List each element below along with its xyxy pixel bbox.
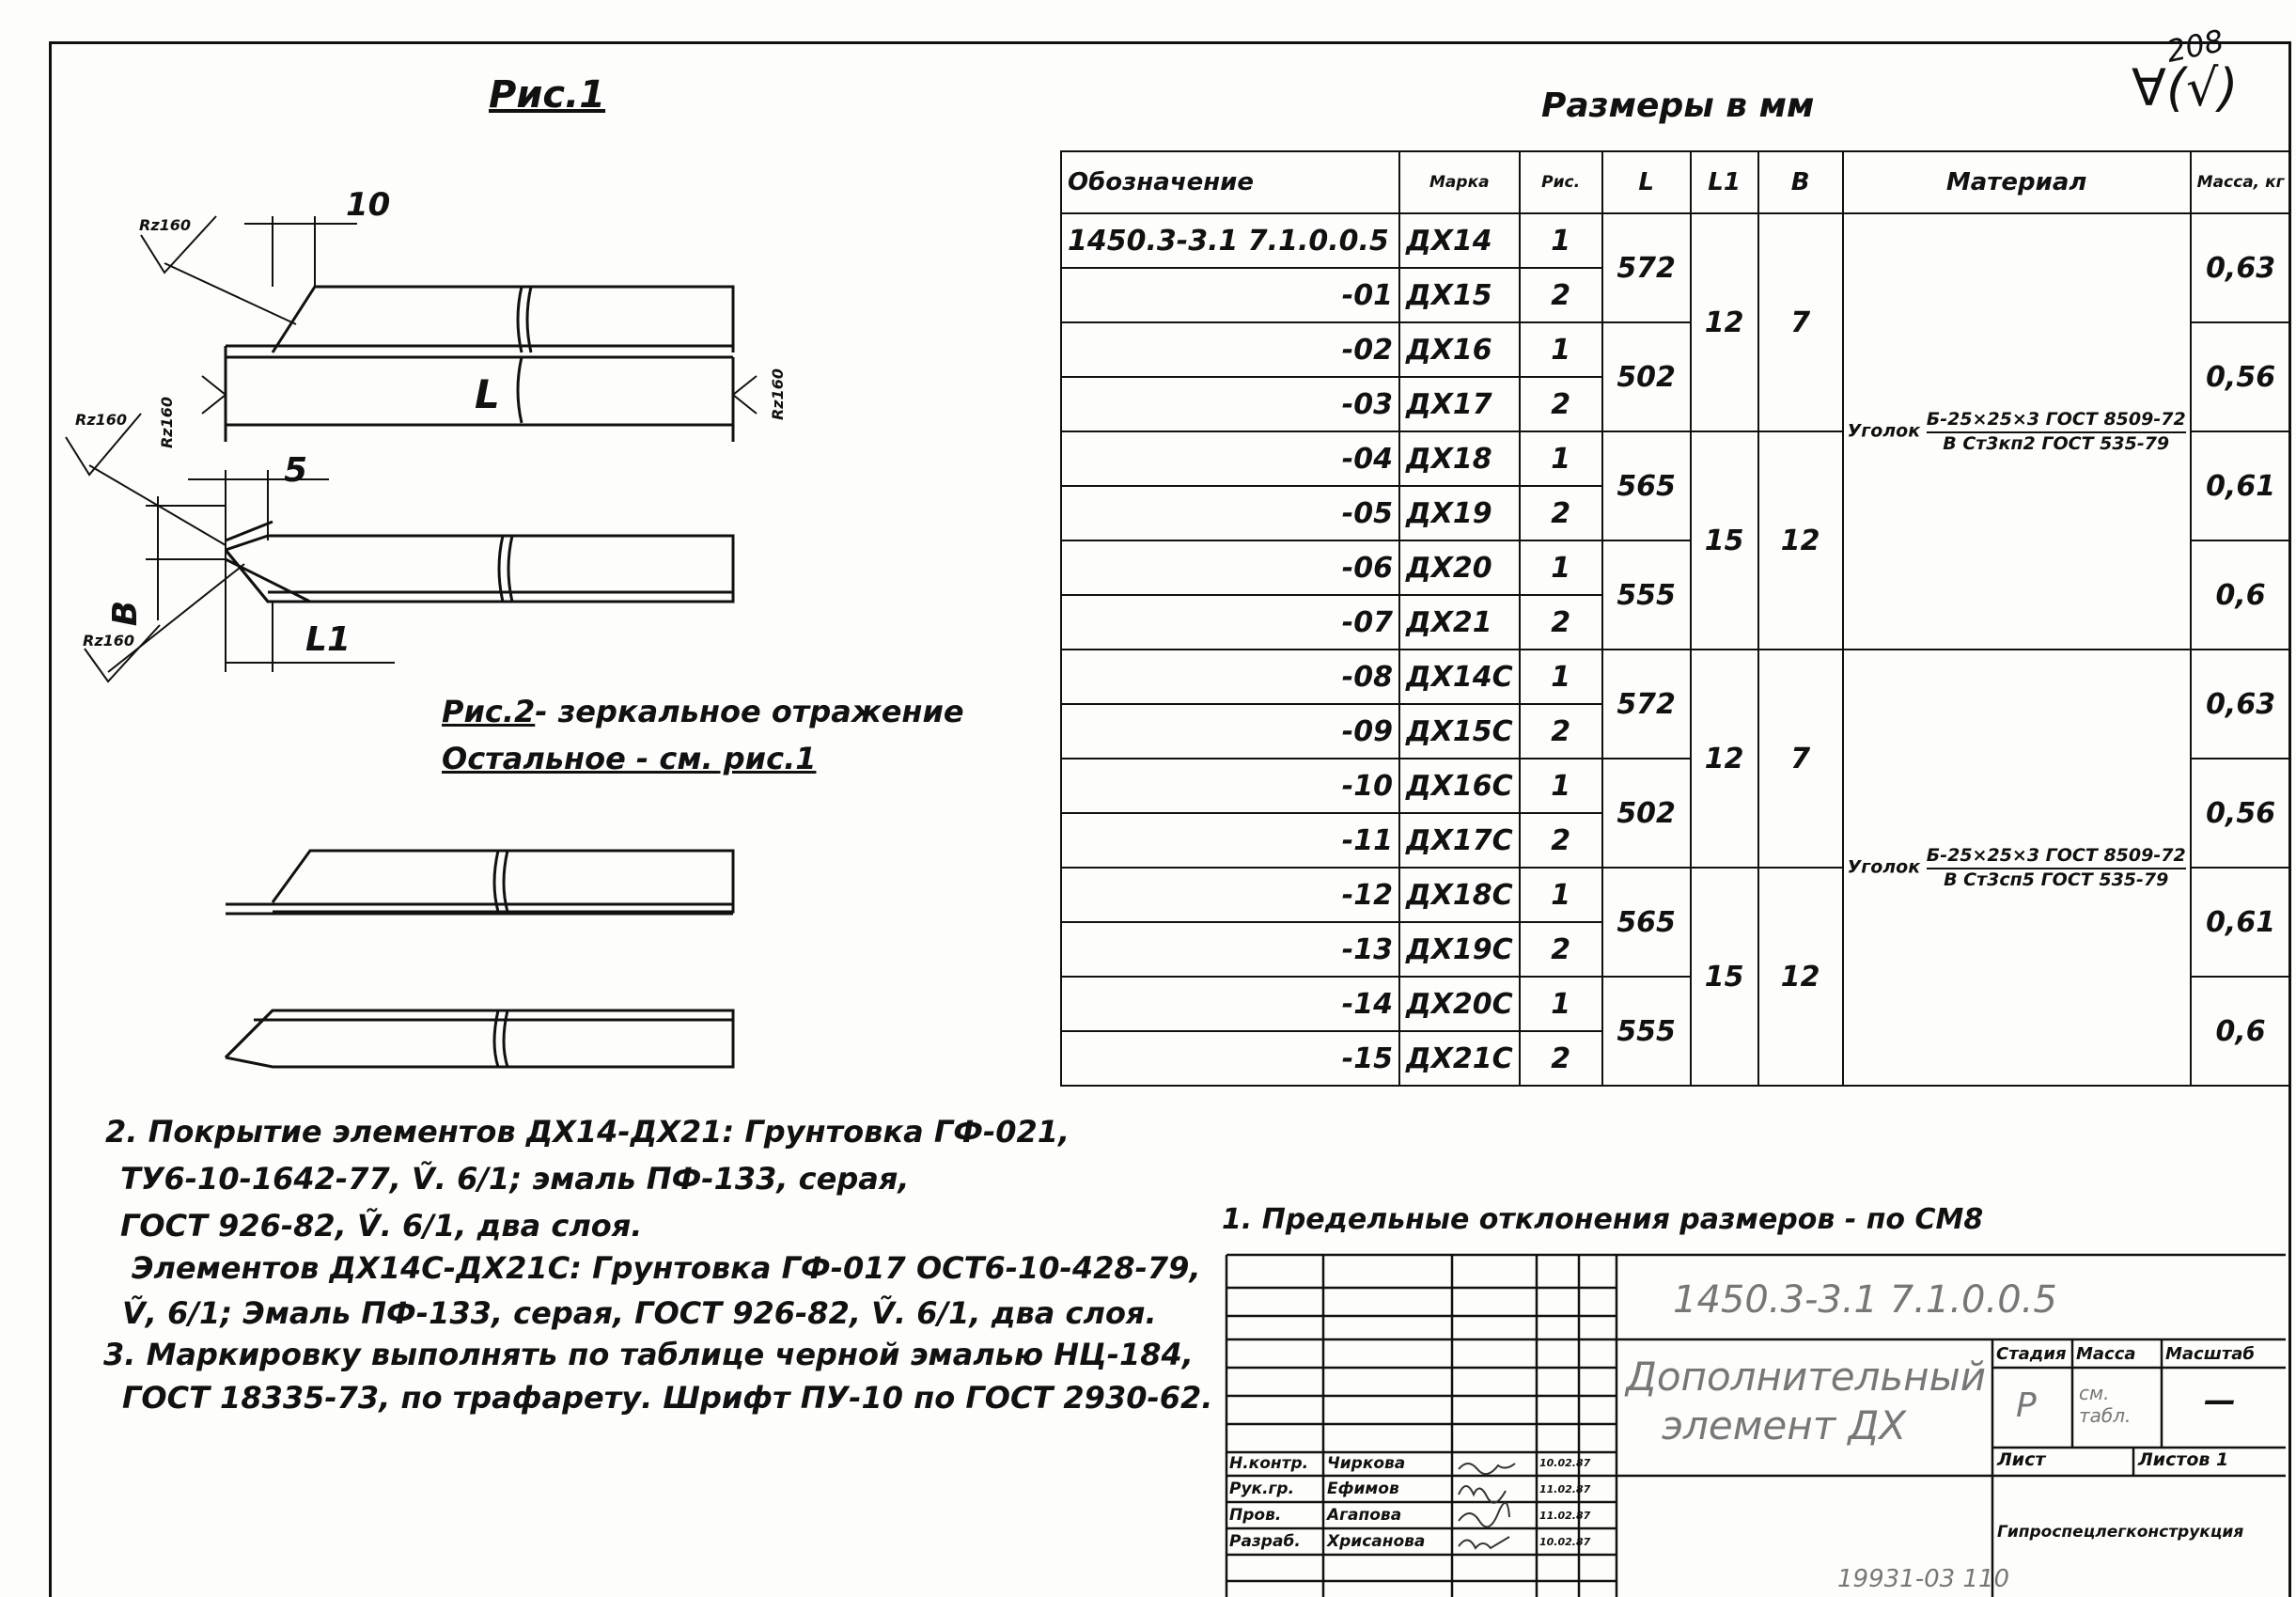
header-designation: Обозначение [1061,151,1399,213]
mass-label: Масса [2076,1344,2136,1364]
cell-mass: 0,63 [2191,650,2291,759]
material-2-top: Б-25×25×3 ГОСТ 8509-72 [1927,845,2186,869]
cell-mass: 0,61 [2191,868,2291,977]
header-mark: Марка [1399,151,1520,213]
roughness-5: Rz160 [83,632,135,650]
cell-designation: -05 [1061,486,1399,540]
note-line: 3. Маркировку выполнять по таблице черной эмалью НЦ-184, [103,1337,1194,1372]
cell-mass: 0,56 [2191,322,2291,431]
cell-l1: 15 [1691,431,1758,650]
cell-fig: 1 [1520,650,1602,704]
roughness-3: Rz160 [769,368,788,421]
cell-b: 12 [1758,431,1843,650]
table-header-row [1061,151,2290,213]
dimensions-table [1060,150,2291,1087]
drawing-code: 1450.3-3.1 7.1.0.0.5 [1673,1278,2057,1322]
sig-name: Хрисанова [1327,1532,1426,1551]
cell-material-1 [1843,213,2191,650]
cell-designation: -07 [1061,595,1399,650]
cell-mark: ДХ20С [1399,977,1520,1031]
cell-mark: ДХ18 [1399,431,1520,486]
cell-length: 502 [1602,322,1691,431]
cell-mass: 0,63 [2191,213,2291,322]
cell-length: 572 [1602,213,1691,322]
sig-role: Рук.гр. [1229,1480,1295,1498]
fig2-caption [442,694,964,729]
fig2-title: Рис.2 [442,694,536,729]
cell-designation: -08 [1061,650,1399,704]
stage-value: Р [2016,1386,2037,1425]
cell-designation: -11 [1061,813,1399,868]
cell-designation: -14 [1061,977,1399,1031]
cell-length: 572 [1602,650,1691,759]
cell-mass: 0,56 [2191,759,2291,868]
cell-designation: -02 [1061,322,1399,377]
cell-mark: ДХ20 [1399,540,1520,595]
cell-length: 565 [1602,431,1691,540]
organization: Гипроспецлегконструкция [1997,1523,2244,1542]
cell-mark: ДХ17 [1399,377,1520,431]
cell-fig: 2 [1520,377,1602,431]
cell-length: 502 [1602,759,1691,868]
fig1-title: Рис.1 [489,73,606,117]
cell-mark: ДХ16С [1399,759,1520,813]
drawing-name-2: элемент ДХ [1662,1402,1907,1448]
tolerance-note: 1. Предельные отклонения размеров - по СМ8 [1222,1203,1984,1236]
dim-5: 5 [284,451,308,490]
cell-fig: 2 [1520,1031,1602,1086]
header-material: Материал [1843,151,2191,213]
cell-fig: 2 [1520,486,1602,540]
sig-name: Ефимов [1327,1480,1399,1498]
cell-mass: 0,61 [2191,431,2291,540]
cell-mark: ДХ21 [1399,595,1520,650]
sig-role: Пров. [1229,1506,1282,1525]
note-line: Элементов ДХ14С-ДХ21С: Грунтовка ГФ-017 ОСТ6-10-428-79, [132,1250,1201,1286]
cell-b: 7 [1758,213,1843,431]
mass-value: см. табл. [2079,1382,2132,1427]
cell-mark: ДХ19С [1399,922,1520,977]
cell-b: 7 [1758,650,1843,868]
cell-material-2 [1843,650,2191,1086]
cell-mark: ДХ19 [1399,486,1520,540]
material-1-top: Б-25×25×3 ГОСТ 8509-72 [1927,409,2186,433]
dim-10: 10 [346,186,391,224]
cell-designation: -09 [1061,704,1399,759]
cell-mark: ДХ14С [1399,650,1520,704]
header-mass: Масса, кг [2191,151,2291,213]
note-line: ГОСТ 18335-73, по трафарету. Шрифт ПУ-10 по ГОСТ 2930-62. [122,1380,1213,1416]
material-1-prefix: Уголок [1847,420,1921,442]
header-l: L [1602,151,1691,213]
note-line: ТУ6-10-1642-77, Ṽ. 6/1; эмаль ПФ-133, серая, [120,1161,910,1197]
corner-number: 208 [2163,23,2227,70]
approval-mark: ∀(√) [2132,58,2239,117]
cell-mark: ДХ21С [1399,1031,1520,1086]
cell-length: 565 [1602,868,1691,977]
cell-b: 12 [1758,868,1843,1086]
bottom-stamp: 19931-03 110 [1837,1565,2010,1593]
sheet-label: Лист [1997,1449,2046,1470]
sig-name: Чиркова [1327,1454,1406,1473]
cell-designation: -06 [1061,540,1399,595]
sig-name: Агапова [1327,1506,1402,1525]
cell-designation: -03 [1061,377,1399,431]
sheets-label: Листов 1 [2138,1449,2229,1470]
table-row [1061,213,2290,268]
cell-mark: ДХ18С [1399,868,1520,922]
roughness-4: Rz160 [75,411,128,429]
roughness-1: Rz160 [139,216,192,234]
cell-fig: 2 [1520,268,1602,322]
scale-value: — [2204,1382,2236,1419]
header-fig: Рис. [1520,151,1602,213]
cell-fig: 2 [1520,922,1602,977]
note-line: ГОСТ 926-82, Ṽ. 6/1, два слоя. [120,1208,643,1244]
scale-label: Масштаб [2165,1344,2255,1364]
cell-fig: 1 [1520,977,1602,1031]
sig-date: 10.02.87 [1539,1457,1591,1469]
cell-fig: 1 [1520,322,1602,377]
material-1-bottom: В Ст3кп2 ГОСТ 535-79 [1943,433,2170,454]
cell-fig: 1 [1520,431,1602,486]
cell-fig: 2 [1520,595,1602,650]
header-l1: L1 [1691,151,1758,213]
sig-role: Н.контр. [1229,1454,1309,1473]
material-2-bottom: В Ст3сп5 ГОСТ 535-79 [1944,869,2169,890]
cell-designation: -01 [1061,268,1399,322]
sig-role: Разраб. [1229,1532,1301,1551]
cell-fig: 2 [1520,704,1602,759]
fig2-caption-text: - зеркальное отражение [535,694,964,729]
cell-designation: -15 [1061,1031,1399,1086]
dim-length: L [475,371,500,417]
cell-mark: ДХ17С [1399,813,1520,868]
fig2-note: Остальное - см. рис.1 [442,741,817,776]
cell-l1: 12 [1691,650,1758,868]
cell-fig: 1 [1520,540,1602,595]
cell-mark: ДХ14 [1399,213,1520,268]
table-caption: Размеры в мм [1541,86,1815,125]
fig1-drawing [0,0,1034,1081]
cell-mark: ДХ16 [1399,322,1520,377]
stage-label: Стадия [1996,1344,2067,1364]
sig-date: 11.02.87 [1539,1510,1591,1522]
cell-fig: 1 [1520,213,1602,268]
cell-length: 555 [1602,977,1691,1086]
cell-mark: ДХ15 [1399,268,1520,322]
cell-length: 555 [1602,540,1691,650]
roughness-2: Rz160 [158,396,177,449]
table-row [1061,650,2290,704]
cell-designation: 1450.3-3.1 7.1.0.0.5 [1061,213,1399,268]
cell-fig: 1 [1520,868,1602,922]
cell-mass: 0,6 [2191,977,2291,1086]
cell-designation: -13 [1061,922,1399,977]
dim-b: B [106,600,146,627]
drawing-name-1: Дополнительный [1626,1354,1987,1400]
cell-mass: 0,6 [2191,540,2291,650]
material-2-prefix: Уголок [1847,856,1921,878]
cell-fig: 1 [1520,759,1602,813]
cell-fig: 2 [1520,813,1602,868]
cell-designation: -10 [1061,759,1399,813]
sig-date: 10.02.87 [1539,1536,1591,1548]
cell-mark: ДХ15С [1399,704,1520,759]
cell-l1: 15 [1691,868,1758,1086]
header-b: B [1758,151,1843,213]
cell-designation: -04 [1061,431,1399,486]
sig-date: 11.02.87 [1539,1483,1591,1495]
cell-l1: 12 [1691,213,1758,431]
note-line: 2. Покрытие элементов ДХ14-ДХ21: Грунтовка ГФ-021, [105,1114,1070,1150]
note-line: Ṽ, 6/1; Эмаль ПФ-133, серая, ГОСТ 926-82, Ṽ. 6/1, два слоя. [122,1295,1157,1331]
dim-l1: L1 [305,620,351,659]
cell-designation: -12 [1061,868,1399,922]
